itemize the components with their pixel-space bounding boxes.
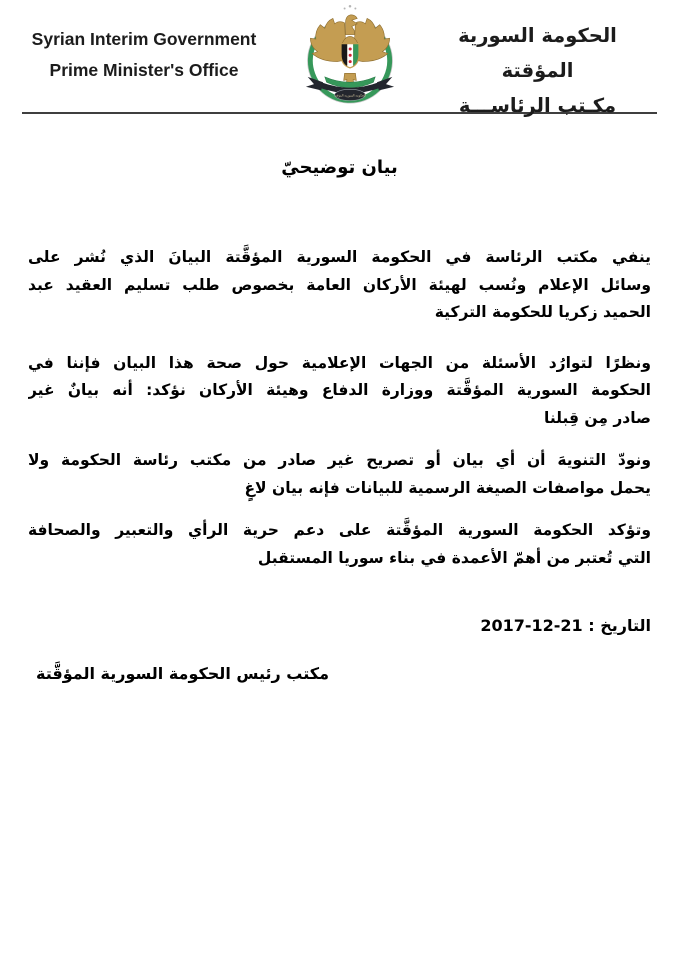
statement-body — [0, 156, 679, 687]
paragraph-line: ونودّ التنويهَ أن أي بيان أو تصريح غير صادر من مكتب رئاسة الحكومة ولا — [28, 451, 651, 469]
paragraph-line: ينفي مكتب الرئاسة في الحكومة السورية المؤقَّتة البيانَ الذي نُشر على — [28, 248, 651, 266]
org-name-arabic-block — [420, 18, 655, 123]
eagle-emblem-icon — [296, 3, 404, 113]
office-name-arabic: مكـتب الرئاســـة — [458, 94, 617, 117]
signature-line: مكتب رئيس الحكومة السورية المؤقَّتة — [36, 664, 329, 683]
org-name-english-block — [24, 24, 264, 86]
paragraph-press-freedom — [28, 517, 651, 572]
org-name-english: Syrian Interim Government — [31, 29, 257, 49]
paragraph-line: صادر مِن قِبلنا — [544, 408, 651, 427]
paragraph-line: الحميد زكريا للحكومة التركية — [434, 303, 651, 321]
paragraph-line: التي تُعتبر من أهمّ الأعمدة في بناء سوريا المستقبل — [257, 548, 651, 567]
statement-title: بيان توضيحيّ — [281, 157, 398, 178]
emblem-ribbon-text: الحكومة السورية المؤقتة — [334, 93, 366, 98]
paragraph-clarification — [28, 350, 651, 433]
paragraph-denial — [28, 244, 651, 327]
shield-icon — [339, 42, 361, 71]
date-line: التاريخ : 21-12-2017 — [480, 616, 651, 635]
paragraph-line: وتؤكد الحكومة السورية المؤقَّتة على دعم حرية الرأي والتعبير والصحافة — [28, 521, 651, 539]
office-name-english: Prime Minister's Office — [49, 60, 239, 80]
government-emblem — [296, 3, 404, 113]
emblem-top-dots-icon — [344, 5, 357, 10]
paragraph-notice — [28, 447, 651, 502]
paragraph-line: الحكومة السورية المؤقَّتة ووزارة الدفاع وهيئة الأركان نؤكد: أنه بيانٌ غير — [28, 381, 651, 399]
org-name-arabic: الحكومة السورية المؤقتة — [458, 24, 617, 82]
letterhead — [0, 0, 679, 117]
paragraph-line: وسائل الإعلام ونُسب لهيئة الأركان العامة بخصوص طلب تسليم العقيد عبد — [28, 275, 651, 294]
paragraph-line: يحمل مواصفات الصيغة الرسمية للبيانات فإنه بيان لاغٍ — [244, 478, 651, 497]
paragraph-line: ونظرًا لتوارُد الأسئلة من الجهات الإعلامية حول صحة هذا البيان فإننا في — [28, 353, 651, 372]
